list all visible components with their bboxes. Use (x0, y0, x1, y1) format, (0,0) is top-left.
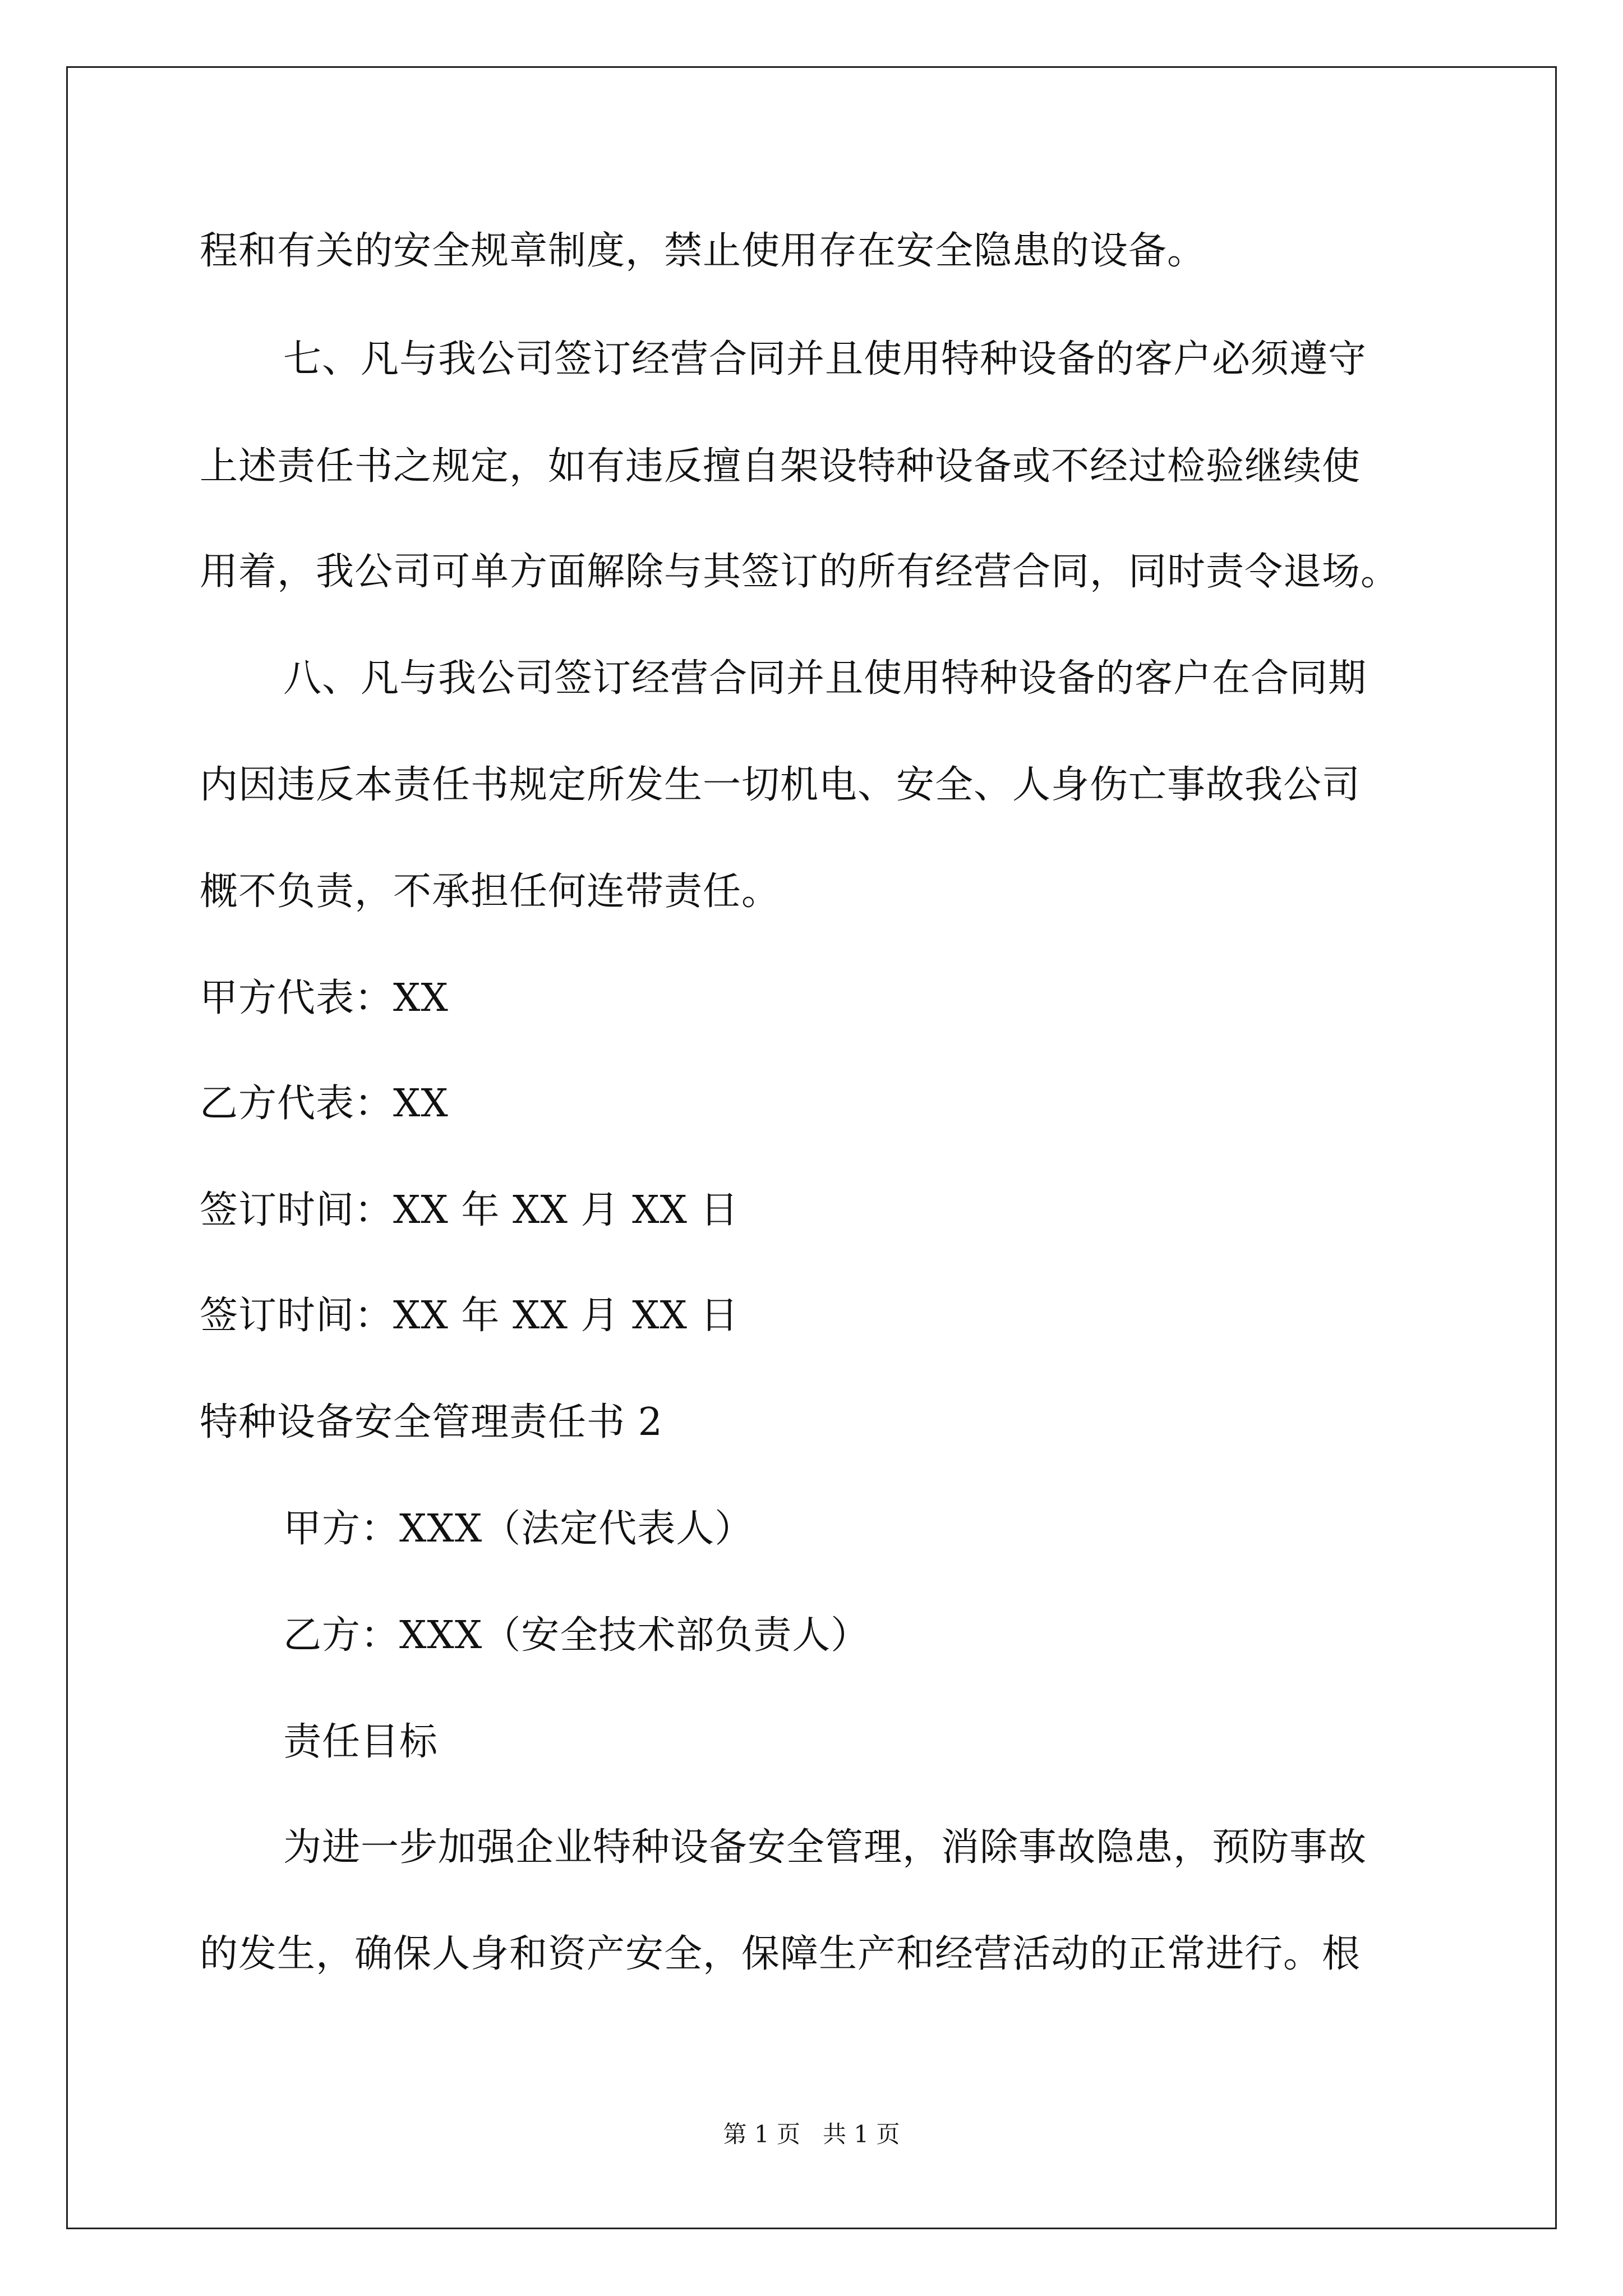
party-a-representative: 甲方代表：XX (200, 976, 449, 1020)
body-line: 程和有关的安全规章制度，禁止使用存在安全隐患的设备。 (200, 229, 1206, 273)
signing-date: 签订时间：XX 年 XX 月 XX 日 (200, 1294, 739, 1338)
signing-date: 签订时间：XX 年 XX 月 XX 日 (200, 1188, 739, 1232)
body-line: 内因违反本责任书规定所发生一切机电、安全、人身伤亡事故我公司 (200, 763, 1361, 807)
party-a: 甲方：XXX（法定代表人） (283, 1507, 754, 1551)
body-line: 概不负责，不承担任何连带责任。 (200, 869, 781, 914)
party-b: 乙方：XXX（安全技术部负责人） (283, 1613, 870, 1658)
section-title: 特种设备安全管理责任书 2 (200, 1400, 663, 1444)
body-line: 八、凡与我公司签订经营合同并且使用特种设备的客户在合同期 (283, 656, 1367, 701)
body-line: 的发生，确保人身和资产安全，保障生产和经营活动的正常进行。根 (200, 1932, 1361, 1976)
page-border (66, 66, 1557, 2229)
body-line: 七、凡与我公司签订经营合同并且使用特种设备的客户必须遵守 (283, 337, 1367, 381)
subheading: 责任目标 (283, 1720, 439, 1764)
page-footer: 第 1 页 共 1 页 (723, 2120, 900, 2148)
body-line: 用着，我公司可单方面解除与其签订的所有经营合同，同时责令退场。 (200, 550, 1400, 594)
body-line: 为进一步加强企业特种设备安全管理，消除事故隐患，预防事故 (283, 1825, 1367, 1870)
body-line: 上述责任书之规定，如有违反擅自架设特种设备或不经过检验继续使 (200, 444, 1361, 489)
party-b-representative: 乙方代表：XX (200, 1082, 449, 1126)
